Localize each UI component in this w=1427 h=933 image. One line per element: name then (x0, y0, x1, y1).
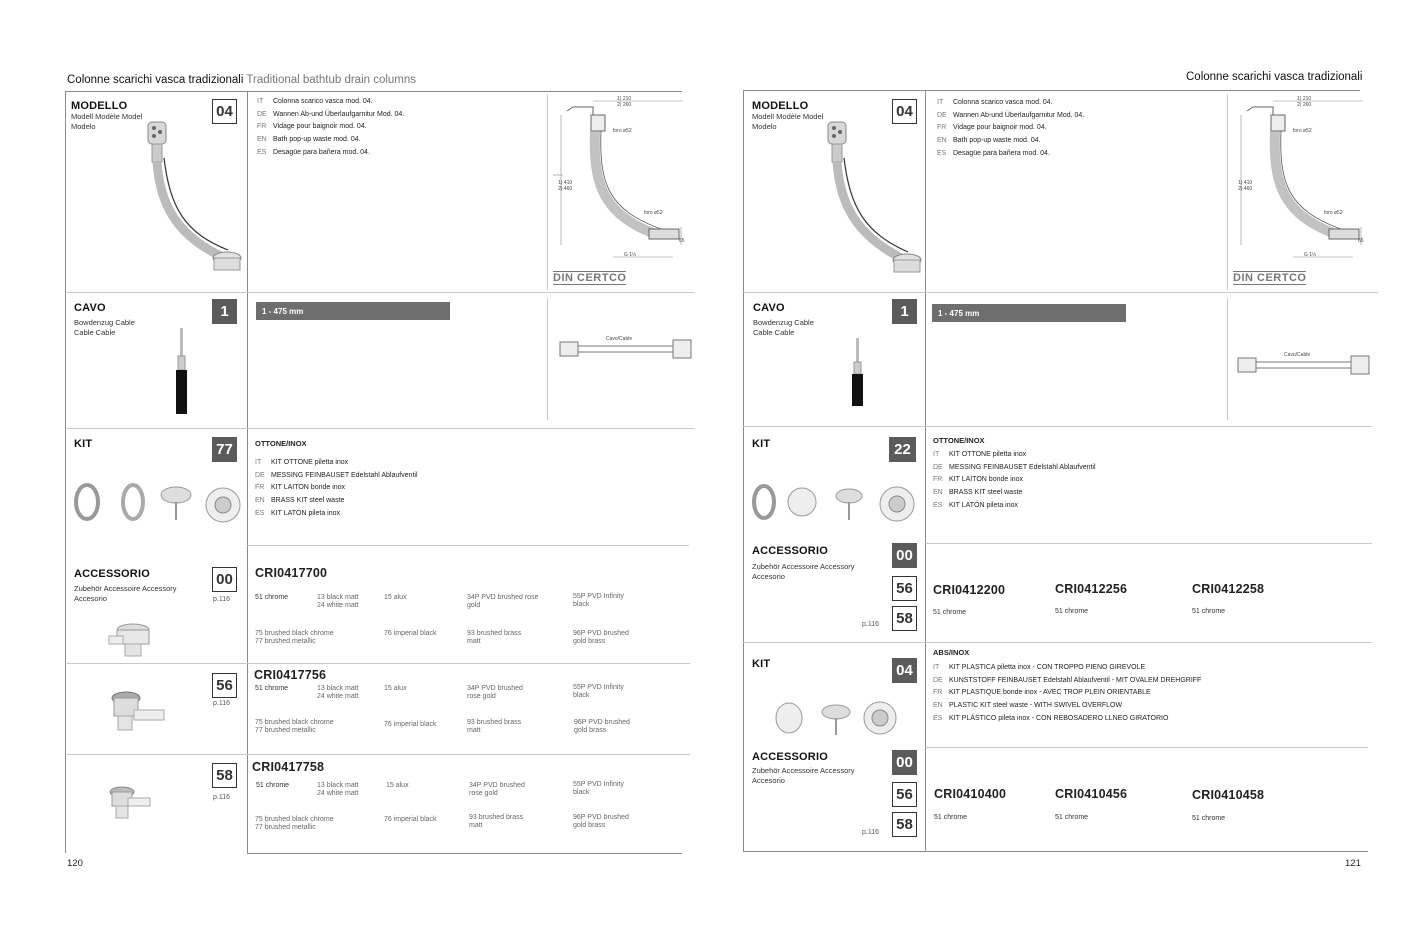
finish-label: 34P PVD brushed rose gold (467, 685, 523, 700)
left-technical-drawing (553, 95, 693, 265)
left-cable-label: Cavo/Cable (606, 336, 633, 342)
finish-label: 13 black matt 24 white matt (317, 685, 359, 700)
left-cable-drawing-divider (547, 298, 548, 420)
left-acc-00-image (105, 620, 165, 660)
right-cavo-badge: 1 (892, 299, 917, 324)
lang-row: FR Vidage pour baignoir mod. 04. (257, 123, 367, 131)
right-cavo-subtitle: Bowdenzug Cable Cable Cable (753, 318, 814, 337)
right-kit2-title: KIT (752, 658, 771, 670)
right-foro-bottom: foro ø52 (1324, 210, 1343, 216)
right-rule-1 (743, 292, 1378, 293)
right-acc1-subtitle: Zubehör Accessoire Accessory Accesorio (752, 562, 855, 581)
left-header-subtitle: Traditional bathtub drain columns (246, 74, 417, 86)
left-cavo-length-bar: 1 - 475 mm (256, 302, 450, 320)
finish-label: 96P PVD brushed gold brass (574, 719, 630, 734)
left-dim-right: 65 (679, 238, 685, 244)
right-cavo-length-bar: 1 - 475 mm (932, 304, 1126, 322)
right-foro-top: foro ø52 (1293, 128, 1312, 134)
right-rule-2 (743, 426, 1372, 427)
finish-label: 51 chrome (1055, 608, 1089, 615)
left-outer-border (65, 91, 66, 853)
right-thread: G 1½ (1304, 252, 1317, 258)
right-modello-badge: 04 (892, 99, 917, 124)
right-dim-top: 1) 210 2) 260 (1297, 96, 1312, 108)
right-kit1-material: OTTONE/INOX (933, 436, 985, 445)
left-column-divider (247, 91, 248, 853)
left-rule-3 (247, 545, 689, 546)
right-bottom-rule (743, 851, 1368, 852)
right-acc1-code-3: CRI0412258 (1192, 582, 1265, 596)
finish-label: 15 alux (386, 782, 409, 789)
finish-label: 13 black matt 24 white matt (317, 594, 359, 609)
lang-row: DE Wannen Ab-und Überlaufgarnitur Mod. 04. (257, 110, 405, 118)
left-acc-page-ref-3: p.116 (213, 794, 230, 801)
left-din-certco-logo: DIN CERTCO (553, 272, 627, 284)
finish-label: 93 brushed brass matt (467, 630, 522, 645)
right-dim-right: 65 (1358, 238, 1364, 244)
left-accessorio-title: ACCESSORIO (74, 568, 150, 580)
right-acc2-subtitle: Zubehör Accessoire Accessory Accesorio (752, 766, 855, 785)
right-acc2-badge-56: 56 (892, 782, 917, 807)
finish-label: 15 alux (384, 594, 407, 601)
right-kit2-badge: 04 (892, 658, 917, 683)
finish-label: 51 chrome (1192, 815, 1226, 822)
finish-label: 51 chrome (256, 782, 290, 789)
left-cavo-badge: 1 (212, 299, 237, 324)
finish-label: 51 chrome (1192, 608, 1226, 615)
right-technical-drawing (1233, 95, 1373, 265)
left-acc-page-ref-1: p.116 (213, 596, 230, 603)
right-acc2-badge-58: 58 (892, 812, 917, 837)
left-modello-langs (257, 96, 404, 160)
left-acc-badge-58: 58 (212, 763, 237, 788)
left-thread: G 1½ (624, 252, 637, 258)
right-cable-image (848, 336, 868, 408)
right-drawing-divider (1227, 94, 1228, 290)
right-modello-title: MODELLO (752, 100, 809, 112)
right-rule-3 (925, 543, 1372, 544)
right-kit2-parts-image (772, 700, 904, 738)
right-acc2-code-1: CRI0410400 (934, 787, 1007, 801)
right-kit1-title: KIT (752, 438, 771, 450)
left-bottom-rule (247, 853, 682, 854)
left-kit-material: OTTONE/INOX (255, 439, 307, 448)
left-page-number: 120 (67, 858, 83, 869)
left-rule-1 (65, 292, 694, 293)
right-modello-langs: IT Colonna scarico vasca mod. 04. DE Wannen Ab-und Überlaufgarnitur Mod. 04. FR Vidage pour baignoir mod. 04. EN Bath pop-up waste mod. 04. ES Desagüe para bañera mod. 04. (937, 99, 1085, 157)
right-acc1-badge-00: 00 (892, 543, 917, 568)
left-acc-56-image (104, 688, 169, 738)
right-cable-drawing-divider (1227, 298, 1228, 420)
right-acc2-code-2: CRI0410456 (1055, 787, 1128, 801)
left-header (67, 74, 416, 86)
finish-label: 75 brushed black chrome 77 brushed metallic (255, 816, 334, 831)
left-foro-top: foro ø52 (613, 128, 632, 134)
finish-label: 96P PVD brushed gold brass (573, 630, 629, 645)
left-drawing-divider (547, 94, 548, 290)
left-acc-page-ref-2: p.116 (213, 700, 230, 707)
left-modello-badge: 04 (212, 99, 237, 124)
left-kit-badge: 77 (212, 437, 237, 462)
right-cable-label: Cavo/Cable (1284, 352, 1311, 358)
left-code-row-1: CRI0417700 (255, 566, 328, 580)
finish-label: 55P PVD Infinity black (573, 593, 624, 608)
finish-label: 75 brushed black chrome 77 brushed metallic (255, 630, 334, 645)
left-cavo-subtitle: Bowdenzug Cable Cable Cable (74, 318, 135, 337)
lang-row: IT Colonna scarico vasca mod. 04. (257, 98, 373, 105)
finish-label: 76 imperial black (384, 816, 437, 823)
left-foro-bottom: foro ø52 (644, 210, 663, 216)
right-kit2-material: ABS/INOX (933, 648, 970, 657)
right-drain-column-image (810, 118, 925, 290)
finish-label: 93 brushed brass matt (469, 814, 524, 829)
finish-label: 13 black matt 24 white matt (317, 782, 359, 797)
left-drain-column-image (130, 118, 245, 288)
left-kit-langs: IT KIT OTTONE piletta inox DE MESSING FEINBAUSET Edelstahl Ablaufventil FR KIT LAITON bonde inox EN BRASS KIT steel waste ES KIT LATÓN pileta inox (255, 459, 418, 517)
right-acc1-code-2: CRI0412256 (1055, 582, 1128, 596)
finish-label: 75 brushed black chrome 77 brushed metallic (255, 719, 334, 734)
finish-label: 15 alux (384, 685, 407, 692)
right-outer-border (743, 90, 744, 851)
right-acc1-code-1: CRI0412200 (933, 583, 1006, 597)
right-header-title: Colonne scarichi vasca tradizionali (1186, 71, 1363, 83)
left-acc-badge-56: 56 (212, 673, 237, 698)
left-kit-parts-image (70, 480, 245, 525)
finish-label: 51 chrome (933, 609, 967, 616)
right-kit1-badge: 22 (889, 437, 916, 462)
finish-label: 34P PVD brushed rose gold (469, 782, 525, 797)
left-dim-top: 1) 210 2) 260 (617, 96, 632, 108)
finish-label: 51 chrome (1055, 814, 1089, 821)
right-acc1-title: ACCESSORIO (752, 545, 828, 557)
finish-label: 51 chrome (255, 594, 289, 601)
finish-label: 34P PVD brushed rose gold (467, 594, 539, 609)
right-top-rule (743, 90, 1360, 91)
finish-label: 55P PVD Infinity black (573, 684, 624, 699)
right-modello-subtitle: Modell Modèle Model Modelo (752, 112, 824, 131)
right-acc1-badge-56: 56 (892, 576, 917, 601)
right-kit2-langs: IT KIT PLASTICA piletta inox - CON TROPPO PIENO GIREVOLE DE KUNSTSTOFF FEINBAUSET Edelstahl Ablaufventil - MIT OVALEM DREHGRIFF FR KIT PLASTIQUE bonde inox - AVEC TROP PLEIN ORIENTABLE EN PLASTIC KIT steel waste - WITH SWIVEL OVERFLOW ES KIT PLÁSTICO pileta inox - CON REBOSADERO LLNEO GIRATORIO (933, 664, 1202, 722)
finish-label: 51 chrome (934, 814, 968, 821)
right-dim-left: 1) 410 2) 460 (1238, 180, 1253, 192)
right-acc1-badge-58: 58 (892, 606, 917, 631)
left-cable-image (172, 326, 192, 416)
finish-label: 76 imperial black (384, 721, 437, 728)
left-header-title: Colonne scarichi vasca tradizionali (67, 74, 244, 86)
lang-row: EN Bath pop-up waste mod. 04. (257, 136, 361, 144)
left-modello-sub2: Modelo (71, 122, 96, 131)
right-acc2-page-ref: p.116 (862, 829, 879, 836)
left-top-rule (65, 91, 682, 92)
finish-label: 55P PVD Infinity black (573, 781, 624, 796)
right-cavo-title: CAVO (753, 302, 785, 314)
left-dim-left: 1) 410 2) 460 (558, 180, 573, 192)
left-cavo-title: CAVO (74, 302, 106, 314)
right-kit1-langs: IT KIT OTTONE piletta inox DE MESSING FEINBAUSET Edelstahl Ablaufventil FR KIT LAITON bonde inox EN BRASS KIT steel waste ES KIT LATÓN pileta inox (933, 451, 1096, 509)
finish-label: 93 brushed brass matt (467, 719, 522, 734)
right-column-divider (925, 90, 926, 851)
right-page-number: 121 (1345, 858, 1361, 869)
finish-label: 76 imperial black (384, 630, 437, 637)
right-din-certco-logo: DIN CERTCO (1233, 272, 1307, 284)
finish-label: 51 chrome (255, 685, 289, 692)
right-acc2-badge-00: 00 (892, 750, 917, 775)
finish-label: 96P PVD brushed gold brass (573, 814, 629, 829)
left-modello-title: MODELLO (71, 100, 128, 112)
lang-row: ES Desagüe para bañera mod. 04. (257, 148, 370, 156)
left-modello-sub1: Modell Modèle Model (71, 112, 143, 121)
left-code-row-3: CRI0417758 (252, 760, 325, 774)
left-code-row-2: CRI0417756 (254, 668, 327, 682)
left-rule-5 (65, 754, 690, 755)
right-acc2-title: ACCESSORIO (752, 751, 828, 763)
left-rule-2 (65, 428, 694, 429)
left-acc-58-image (104, 782, 154, 824)
left-rule-4 (65, 663, 690, 664)
right-rule-4 (743, 642, 1372, 643)
left-kit-title: KIT (74, 438, 93, 450)
right-rule-5 (925, 747, 1368, 748)
right-kit1-parts-image (750, 482, 920, 524)
left-accessorio-subtitle: Zubehör Accessoire Accessory Accesorio (74, 584, 177, 603)
right-acc1-page-ref: p.116 (862, 621, 879, 628)
right-acc2-code-3: CRI0410458 (1192, 788, 1265, 802)
left-acc-badge-00: 00 (212, 567, 237, 592)
